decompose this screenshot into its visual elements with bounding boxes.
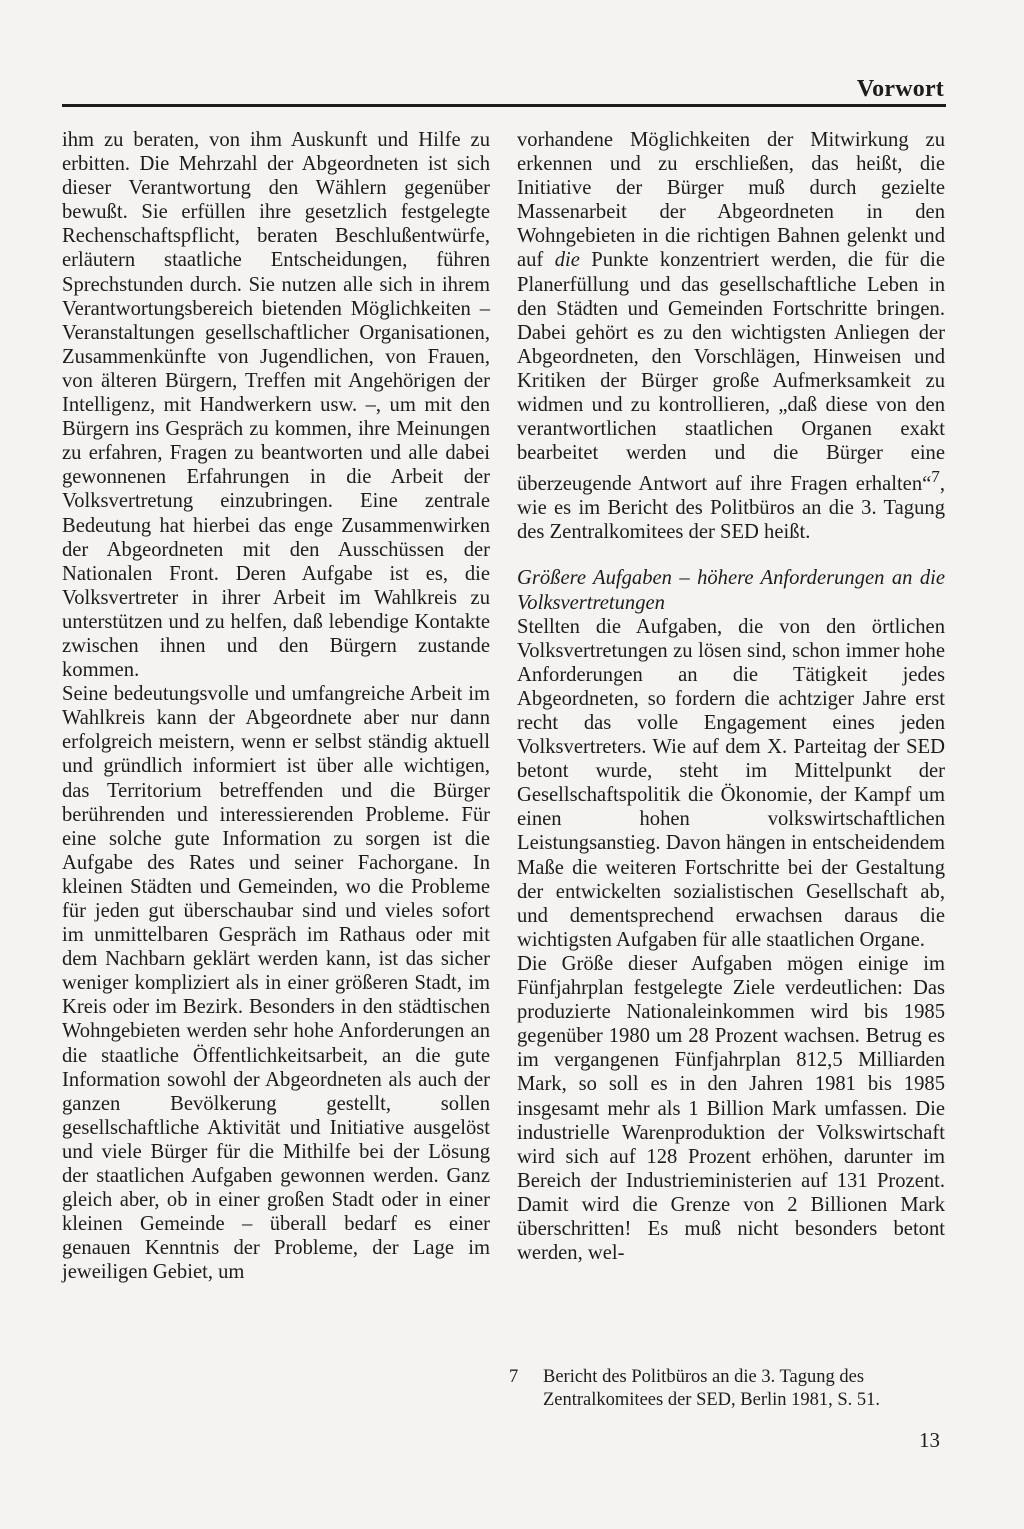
left-column [62,128,490,1285]
footnote-text: Bericht des Politbüros an die 3. Tagung des Zentralkomitees der SED, Berlin 1981, S. 51. [543,1367,881,1410]
left-paragraph-2: Seine bedeutungsvolle und umfangreiche Arbeit im Wahlkreis kann der Abgeordnete aber nur dann erfolgreich meistern, wenn er selbst ständig aktuell und gründlich informiert ist über alle wichtigen, das Territorium betreffenden und die Bürger berührenden und interessierenden Probleme. Für eine solche gute Information zu sorgen ist die Aufgabe des Rates und seiner Fachorgane. In kleinen Städten und Gemeinden, wo die Probleme für jeden gut überschaubar sind und vieles sofort im unmittelbaren Gespräch im Rathaus oder mit dem Nachbarn geklärt werden kann, ist das sicher weniger kompliziert als in einer größeren Stadt, im Kreis oder im Bezirk. Besonders in den städtischen Wohngebieten werden sehr hohe Anforderungen an die staatliche Öffentlichkeitsarbeit, an die gute Information sowohl der Abgeordneten als auch der ganzen Bevölkerung gestellt, sollen gesellschaftliche Aktivität und Initiative ausgelöst und viele Bürger für die Mithilfe bei der Lösung der staatlichen Aufgaben gewonnen werden. Ganz gleich aber, ob in einer großen Stadt oder in einer kleinen Gemeinde – überall bedarf es einer genauen Kenntnis der Probleme, der Lage im jeweiligen Gebiet, um [62,683,490,1284]
footnote-number: 7 [509,1367,519,1387]
running-head: Vorwort [856,76,944,102]
emphasis-die: die [554,249,580,272]
section-heading: Größere Aufgaben – höhere Anforderungen an die Volksvertretungen [517,567,945,614]
right-column [517,128,945,1265]
right-paragraph-2: Stellten die Aufgaben, die von den örtlichen Volksvertretungen zu lösen sind, schon immer hohe Anforderungen an die Tätigkeit jedes Abgeordneten, so fordern die achtziger Jahre erst recht das volle Engagement eines jeden Volksvertreters. Wie auf dem X. Parteitag der SED betont wurde, steht im Mittelpunkt der Gesellschaftspolitik die Ökonomie, der Kampf um einen hohen volkswirtschaftlichen Leistungsanstieg. Davon hängen in entscheidendem Maße die weiteren Fortschritte bei der Gestaltung der entwickelten sozialistischen Gesellschaft ab, und dementsprechend erwachsen daraus die wichtigsten Aufgaben für alle staatlichen Organe. [517,615,945,951]
footnote [509,1366,949,1412]
right-paragraph-3: Die Größe dieser Aufgaben mögen einige im Fünfjahrplan festgelegte Ziele verdeutlichen: Das produzierte Nationaleinkommen wird bis 1985 gegenüber 1980 um 28 Prozent wachsen. Betrug es im vergangenen Fünfjahrplan 812,5 Milliarden Mark, so soll es in den Jahren 1981 bis 1985 insgesamt mehr als 1 Billion Mark umfassen. Die industrielle Warenproduktion der Volkswirtschaft wird sich auf 128 Prozent erhöhen, darunter im Bereich der Industrieministerien auf 131 Prozent. Damit wird die Grenze von 2 Billionen Mark überschritten! Es muß nicht besonders betont werden, wel- [517,952,945,1265]
section-spacer [517,544,945,566]
right-paragraph-1 [517,128,945,544]
footnote-reference: 7 [931,467,940,487]
header-rule [62,104,946,107]
paragraph-1-continuation: Punkte konzentriert werden, die für die Planerfüllung und das gesellschaftliche Leben in den Städten und Gemeinden Fortschritte bringen. Dabei gehört es zu den wichtigsten Anliegen der Abgeordneten, den Vorschlägen, Hinweisen und Kritiken der Bürger große Aufmerksamkeit zu widmen und zu kontrollieren, „daß diese von den verantwortlichen staatlichen Organen exakt bearbeitet werden und die Bürger eine überzeugende Antwort auf ihre Fragen erhalten“ [517,249,946,496]
page-number: 13 [919,1428,940,1452]
left-paragraph-1: ihm zu beraten, von ihm Auskunft und Hilfe zu erbitten. Die Mehrzahl der Abgeordneten ist sich dieser Verantwortung den Wählern gegenüber bewußt. Sie erfüllen ihre gesetzlich festgelegte Rechenschaftspflicht, beraten Beschlußentwürfe, erläutern staatliche Entscheidungen, führen Sprechstunden durch. Sie nutzen alle sich in ihrem Verantwortungsbereich bietenden Möglichkeiten – Veranstaltungen gesellschaftlicher Organisationen, Zusammenkünfte von Jugendlichen, von Frauen, von älteren Bürgern, Treffen mit Angehörigen der Intelligenz, mit Handwerkern usw. –, um mit den Bürgern ins Gespräch zu kommen, ihre Meinungen zu erfahren, Fragen zu beantworten und alle dabei gewonnenen Erfahrungen in die Arbeit der Volksvertretung einzubringen. Eine zentrale Bedeutung hat hierbei das enge Zusammenwirken der Abgeordneten mit den Ausschüssen der Nationalen Front. Deren Aufgabe ist es, die Volksvertreter in ihrer Arbeit im Wahlkreis zu unterstützen und zu helfen, daß lebendige Kontakte zwischen ihnen und den Bürgern zustande kommen. [62,129,490,682]
paragraph-1-text: vorhandene Möglichkeiten der Mitwirkung zu erkennen und zu erschließen, das heißt, die Initiative der Bürger muß durch gezielte Massenarbeit der Abgeordneten in den Wohngebieten in die richtigen Bahnen gelenkt und auf [517,129,945,272]
paragraph-1-ending: , wie es im Bericht des Politbüros an die 3. Tagung des Zentralkomitees der SED heißt. [517,473,945,544]
